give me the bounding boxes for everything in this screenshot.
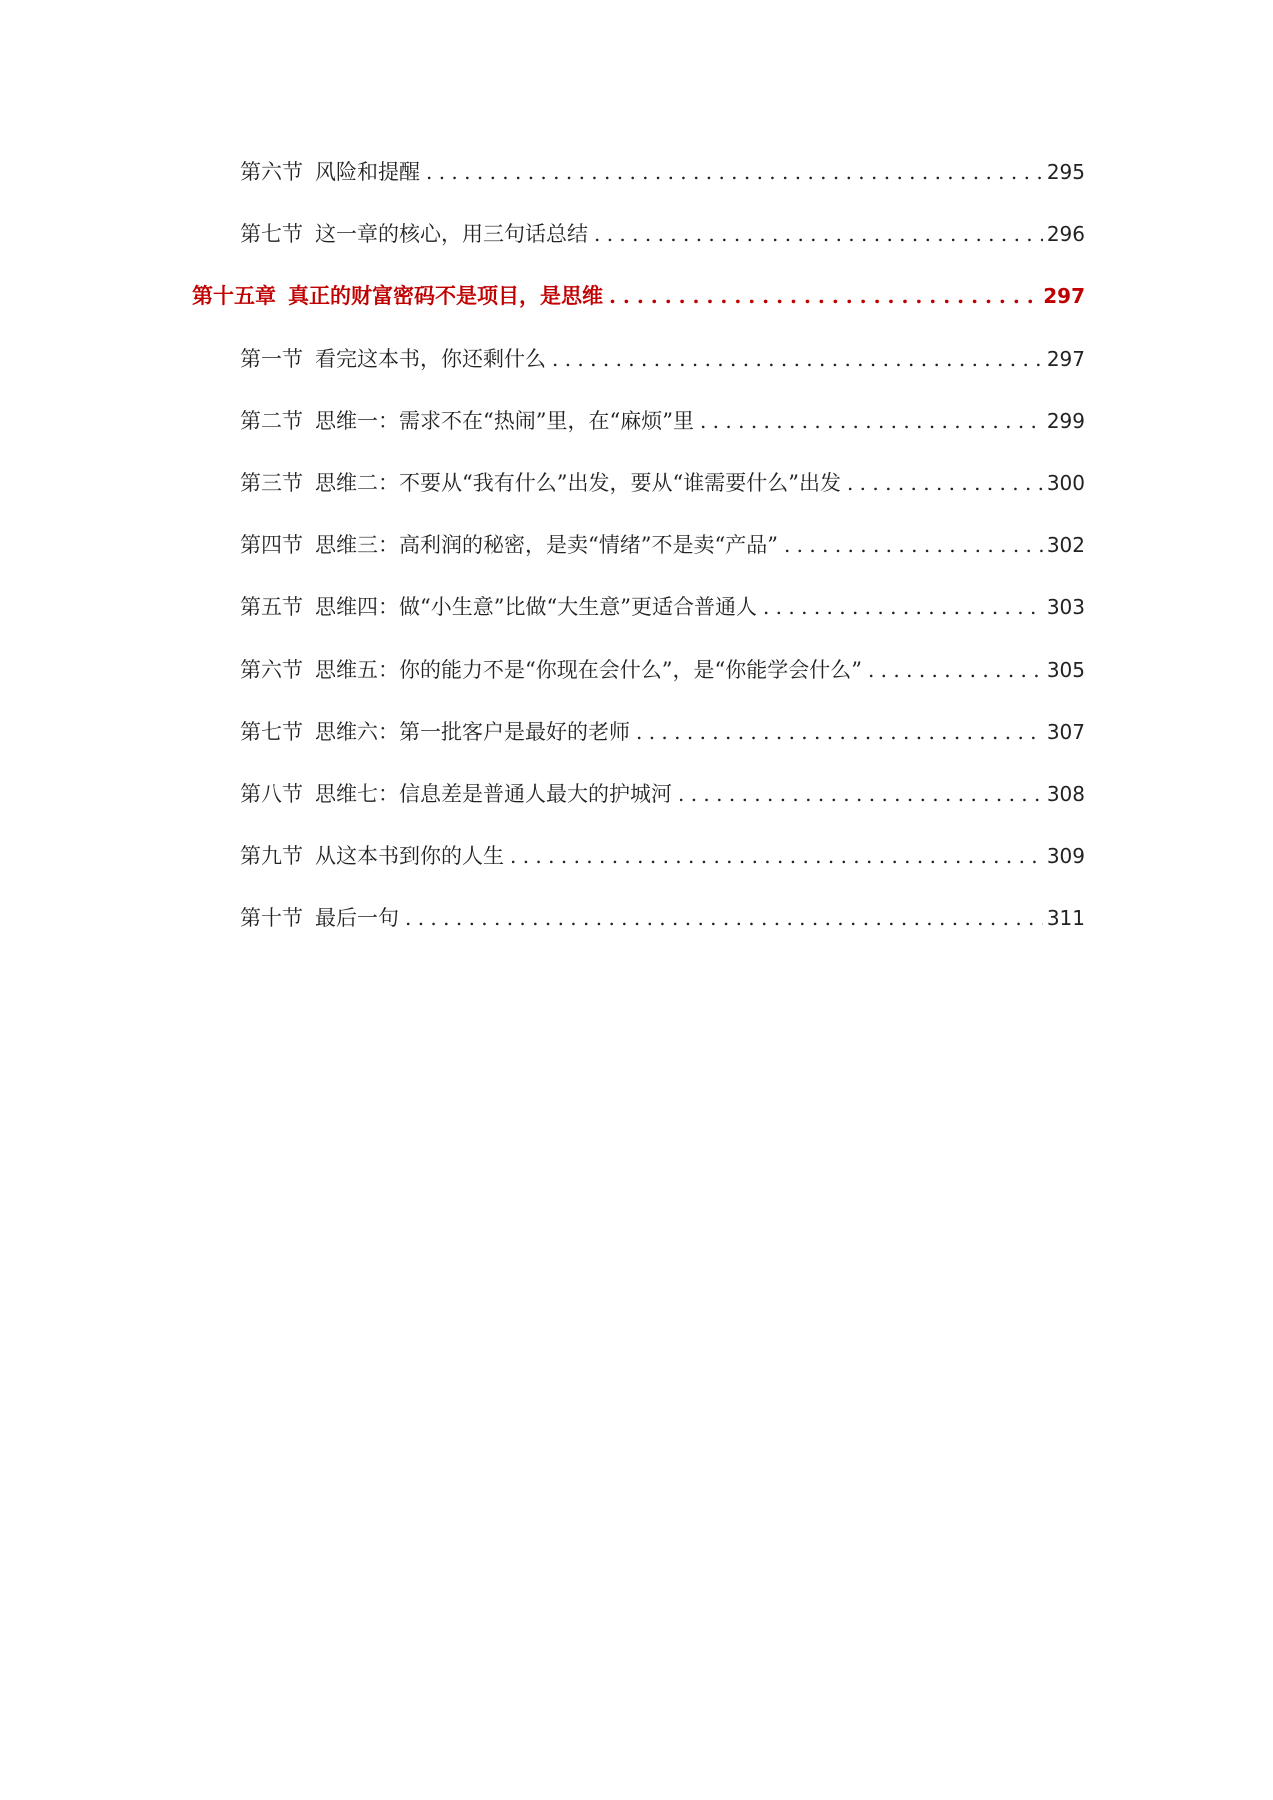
dot-leader xyxy=(594,220,1043,248)
dot-leader xyxy=(763,593,1043,621)
toc-entry-title: 思维一：需求不在“热闹”里，在“麻烦”里 xyxy=(315,408,694,433)
toc-entry-page-number: 307 xyxy=(1046,719,1085,744)
toc-entry-number: 第四节 xyxy=(240,533,303,558)
toc-entry-title: 思维七：信息差是普通人最大的护城河 xyxy=(315,781,672,806)
toc-chapter-number: 第十五章 xyxy=(192,283,276,309)
toc-entry-section-6-risks[interactable] xyxy=(0,158,1273,220)
dot-leader xyxy=(405,904,1043,932)
toc-entry-title: 思维五：你的能力不是“你现在会什么”，是“你能学会什么” xyxy=(315,657,862,682)
toc-entry-title: 思维三：高利润的秘密，是卖“情绪”不是卖“产品” xyxy=(315,533,778,558)
dot-leader xyxy=(609,282,1039,310)
table-of-contents xyxy=(0,158,1273,966)
toc-entry-number: 第七节 xyxy=(240,222,303,247)
toc-entry-section-5[interactable] xyxy=(0,593,1273,655)
toc-entry-title: 这一章的核心，用三句话总结 xyxy=(315,222,588,247)
toc-entry-chapter-15[interactable] xyxy=(0,282,1273,344)
toc-entry-page-number: 295 xyxy=(1046,160,1085,184)
toc-entry-title: 思维六：第一批客户是最好的老师 xyxy=(315,719,630,744)
toc-entry-title: 看完这本书，你还剩什么 xyxy=(315,346,546,371)
toc-entry-page-number: 309 xyxy=(1046,844,1085,869)
dot-leader xyxy=(868,656,1043,684)
toc-entry-number: 第六节 xyxy=(240,160,303,184)
toc-entry-page-number: 308 xyxy=(1046,781,1085,806)
dot-leader xyxy=(636,718,1043,746)
toc-entry-section-1[interactable] xyxy=(0,345,1273,407)
toc-entry-section-7-summary[interactable] xyxy=(0,220,1273,282)
toc-entry-number: 第三节 xyxy=(240,470,303,495)
dot-leader xyxy=(552,345,1043,373)
dot-leader xyxy=(847,469,1043,497)
toc-entry-title: 风险和提醒 xyxy=(315,160,420,184)
toc-chapter-title: 真正的财富密码不是项目，是思维 xyxy=(288,283,603,309)
toc-entry-section-2[interactable] xyxy=(0,407,1273,469)
toc-entry-section-9[interactable] xyxy=(0,842,1273,904)
toc-entry-section-8[interactable] xyxy=(0,780,1273,842)
toc-entry-number: 第九节 xyxy=(240,844,303,869)
toc-entry-section-4[interactable] xyxy=(0,531,1273,593)
toc-entry-number: 第七节 xyxy=(240,719,303,744)
toc-entry-section-10[interactable] xyxy=(0,904,1273,966)
toc-entry-number: 第五节 xyxy=(240,595,303,620)
toc-entry-number: 第一节 xyxy=(240,346,303,371)
toc-entry-number: 第八节 xyxy=(240,781,303,806)
toc-entry-title: 思维二：不要从“我有什么”出发，要从“谁需要什么”出发 xyxy=(315,470,841,495)
dot-leader xyxy=(700,407,1043,435)
toc-entry-title: 从这本书到你的人生 xyxy=(315,844,504,869)
dot-leader xyxy=(678,780,1043,808)
toc-entry-title: 最后一句 xyxy=(315,906,399,931)
toc-entry-page-number: 302 xyxy=(1046,533,1085,558)
dot-leader xyxy=(510,842,1043,870)
toc-entry-number: 第二节 xyxy=(240,408,303,433)
dot-leader xyxy=(784,531,1043,559)
dot-leader xyxy=(426,158,1043,186)
toc-entry-title: 思维四：做“小生意”比做“大生意”更适合普通人 xyxy=(315,595,757,620)
toc-entry-page-number: 303 xyxy=(1046,595,1085,620)
toc-entry-section-6[interactable] xyxy=(0,656,1273,718)
toc-entry-page-number: 311 xyxy=(1046,906,1085,931)
toc-entry-number: 第六节 xyxy=(240,657,303,682)
toc-entry-section-3[interactable] xyxy=(0,469,1273,531)
toc-entry-page-number: 297 xyxy=(1046,346,1085,371)
toc-entry-page-number: 296 xyxy=(1046,222,1085,247)
toc-entry-page-number: 297 xyxy=(1043,284,1085,309)
toc-entry-number: 第十节 xyxy=(240,906,303,931)
toc-entry-page-number: 305 xyxy=(1046,657,1085,682)
toc-entry-section-7[interactable] xyxy=(0,718,1273,780)
toc-entry-page-number: 299 xyxy=(1046,408,1085,433)
toc-entry-page-number: 300 xyxy=(1046,470,1085,495)
